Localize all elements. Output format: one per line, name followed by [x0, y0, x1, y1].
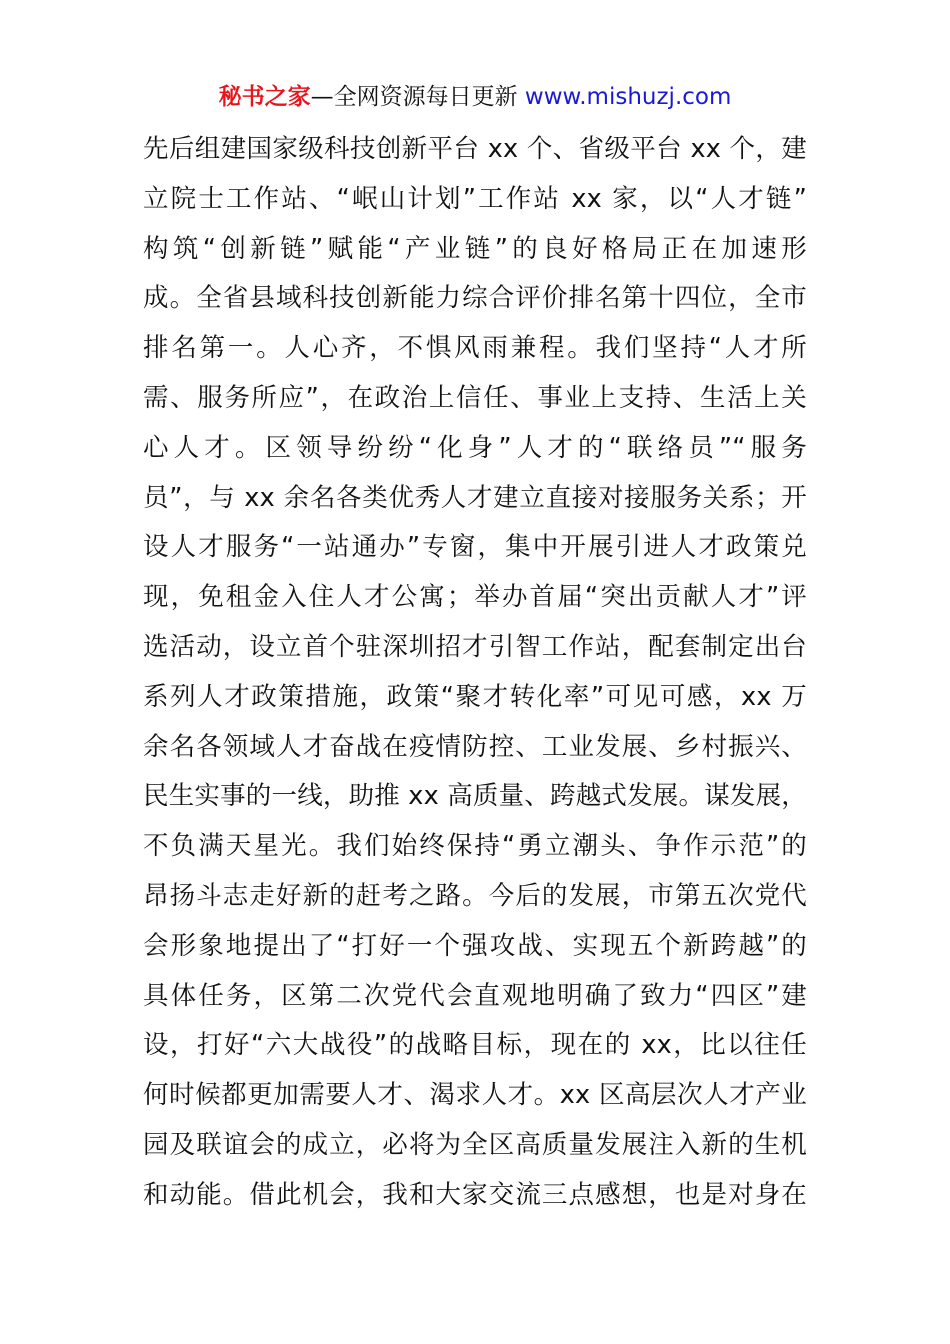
text-line: 先后组建国家级科技创新平台 xx 个、省级平台 xx 个，建 — [143, 134, 807, 164]
text-line: 民生实事的一线，助推 xx 高质量、跨越式发展。谋发展， — [143, 781, 807, 812]
text-line: 设人才服务“一站通办”专窗，集中开展引进人才政策兑 — [143, 532, 807, 563]
text-line: 排名第一。人心齐，不惧风雨兼程。我们坚持“人才所 — [143, 333, 807, 364]
text-line: 成。全省县域科技创新能力综合评价排名第十四位，全市 — [143, 283, 807, 314]
text-line: 具体任务，区第二次党代会直观地明确了致力“四区”建 — [143, 980, 807, 1011]
text-line: 会形象地提出了“打好一个强攻战、实现五个新跨越”的 — [143, 930, 807, 961]
text-line: 昂扬斗志走好新的赶考之路。今后的发展，市第五次党代 — [143, 880, 807, 911]
text-line: 何时候都更加需要人才、渴求人才。xx 区高层次人才产业 — [143, 1080, 807, 1111]
text-line: 心人才。区领导纷纷“化身”人才的“联络员”“服务 — [143, 432, 807, 463]
text-line: 构筑“创新链”赋能“产业链”的良好格局正在加速形 — [143, 233, 807, 264]
document-body — [143, 125, 807, 1221]
text-line: 和动能。借此机会，我和大家交流三点感想，也是对身在 — [143, 1179, 807, 1210]
text-line: 员”，与 xx 余名各类优秀人才建立直接对接服务关系；开 — [143, 482, 807, 513]
text-line: 设，打好“六大战役”的战略目标，现在的 xx，比以往任 — [143, 1030, 807, 1061]
website-link[interactable]: www.mishuzj.com — [524, 84, 732, 110]
text-line: 需、服务所应”，在政治上信任、事业上支持、生活上关 — [143, 382, 807, 413]
text-line: 不负满天星光。我们始终保持“勇立潮头、争作示范”的 — [143, 831, 807, 862]
text-line: 系列人才政策措施，政策“聚才转化率”可见可感，xx 万 — [143, 681, 807, 712]
text-line: 现，免租金入住人才公寓；举办首届“突出贡献人才”评 — [143, 582, 807, 613]
text-line: 立院士工作站、“岷山计划”工作站 xx 家，以“人才链” — [143, 183, 807, 214]
text-line: 选活动，设立首个驻深圳招才引智工作站，配套制定出台 — [143, 631, 807, 662]
text-line: 园及联谊会的成立，必将为全区高质量发展注入新的生机 — [143, 1129, 807, 1160]
page-header — [0, 80, 950, 114]
header-slogan: —全网资源每日更新 — [310, 84, 518, 110]
text-line: 余名各领域人才奋战在疫情防控、工业发展、乡村振兴、 — [143, 731, 807, 762]
brand-name: 秘书之家 — [218, 84, 311, 110]
